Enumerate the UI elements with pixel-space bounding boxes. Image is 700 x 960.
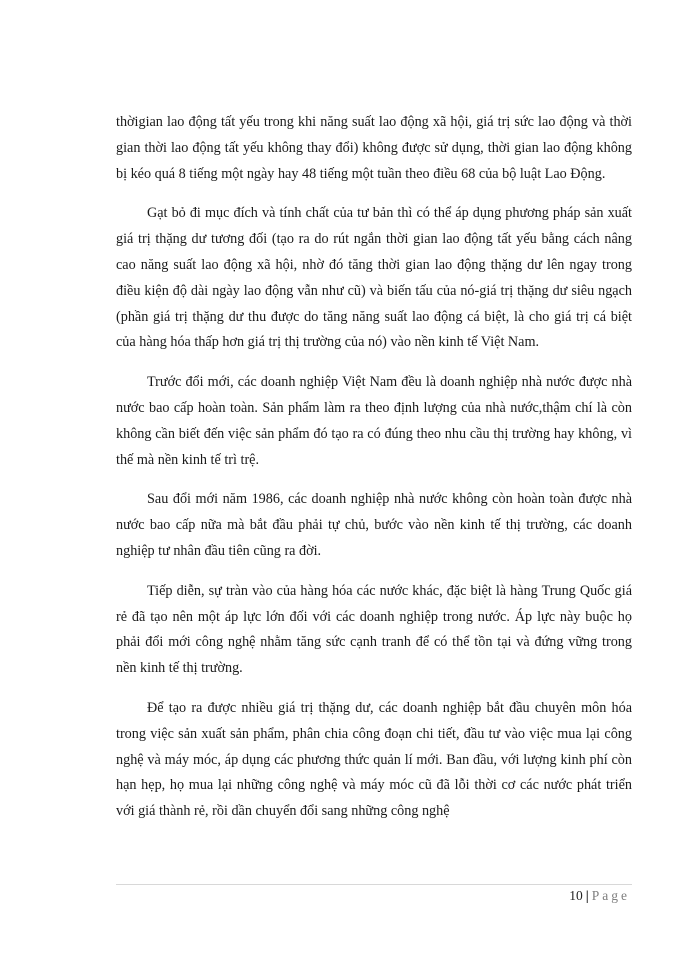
document-page: [116, 110, 632, 839]
page-separator: |: [585, 888, 589, 903]
paragraph-4: Sau đổi mới năm 1986, các doanh nghiệp nhà nước không còn hoàn toàn được nhà nước bao cấp nữa mà bắt đầu phải tự chủ, bước vào nền kinh tế thị trường, các doanh nghiệp tư nhân đầu tiên cũng ra đời.: [116, 491, 632, 559]
paragraph-1: thờigian lao động tất yếu trong khi năng suất lao động xã hội, giá trị sức lao động và thời gian thời lao động tất yếu không thay đổi) không được sử dụng, thời gian lao động không bị kéo quá 8 tiếng một ngày hay 48 tiếng một tuần theo điều 68 của bộ luật Lao Động.: [116, 114, 632, 182]
paragraph-5: Tiếp diễn, sự tràn vào của hàng hóa các nước khác, đặc biệt là hàng Trung Quốc giá rẻ đã tạo nên một áp lực lớn đối với các doanh nghiệp trong nước. Áp lực này buộc họ phải đổi mới công nghệ nhằm tăng sức cạnh tranh để có thể tồn tại và đứng vững trong nền kinh tế thị trường.: [116, 582, 632, 677]
page-number: 10: [569, 888, 583, 903]
paragraph-6: Để tạo ra được nhiều giá trị thặng dư, các doanh nghiệp bắt đầu chuyên môn hóa trong việc sản xuất sản phẩm, phân chia công đoạn chi tiết, đầu tư vào việc mua lại công nghệ và máy móc, áp dụng các phương thức quản lí mới. Ban đầu, với lượng kinh phí còn hạn hẹp, họ mua lại những công nghệ và máy móc cũ đã lỗi thời cơ các nước phát triển với giá thành rẻ, rồi dần chuyển đổi sang những công nghệ: [116, 699, 632, 820]
page-footer: [569, 888, 630, 904]
paragraph-2: Gạt bỏ đi mục đích và tính chất của tư bản thì có thể áp dụng phương pháp sản xuất giá trị thặng dư tương đối (tạo ra do rút ngắn thời gian lao động tất yếu bằng cách nâng cao năng suất lao động xã hội, nhờ đó tăng thời gian lao động thặng dư lên ngay trong điều kiện độ dài ngày lao động vẫn như cũ) và biến tấu của nó-giá trị thặng dư siêu ngạch (phần giá trị thặng dư thu được do tăng năng suất lao động cá biệt, là cho giá trị cá biệt của hàng hóa thấp hơn giá trị thị trường của nó) vào nền kinh tế Việt Nam.: [116, 205, 632, 351]
page-label: Page: [591, 888, 630, 903]
footer-divider: [116, 884, 632, 885]
paragraph-3: Trước đổi mới, các doanh nghiệp Việt Nam đều là doanh nghiệp nhà nước được nhà nước bao cấp hoàn toàn. Sản phẩm làm ra theo định lượng của nhà nước,thậm chí là còn không cần biết đến việc sản phẩm đó tạo ra có đúng theo nhu cầu thị trường hay không, vì thế mà nền kinh tế trì trệ.: [116, 374, 632, 468]
